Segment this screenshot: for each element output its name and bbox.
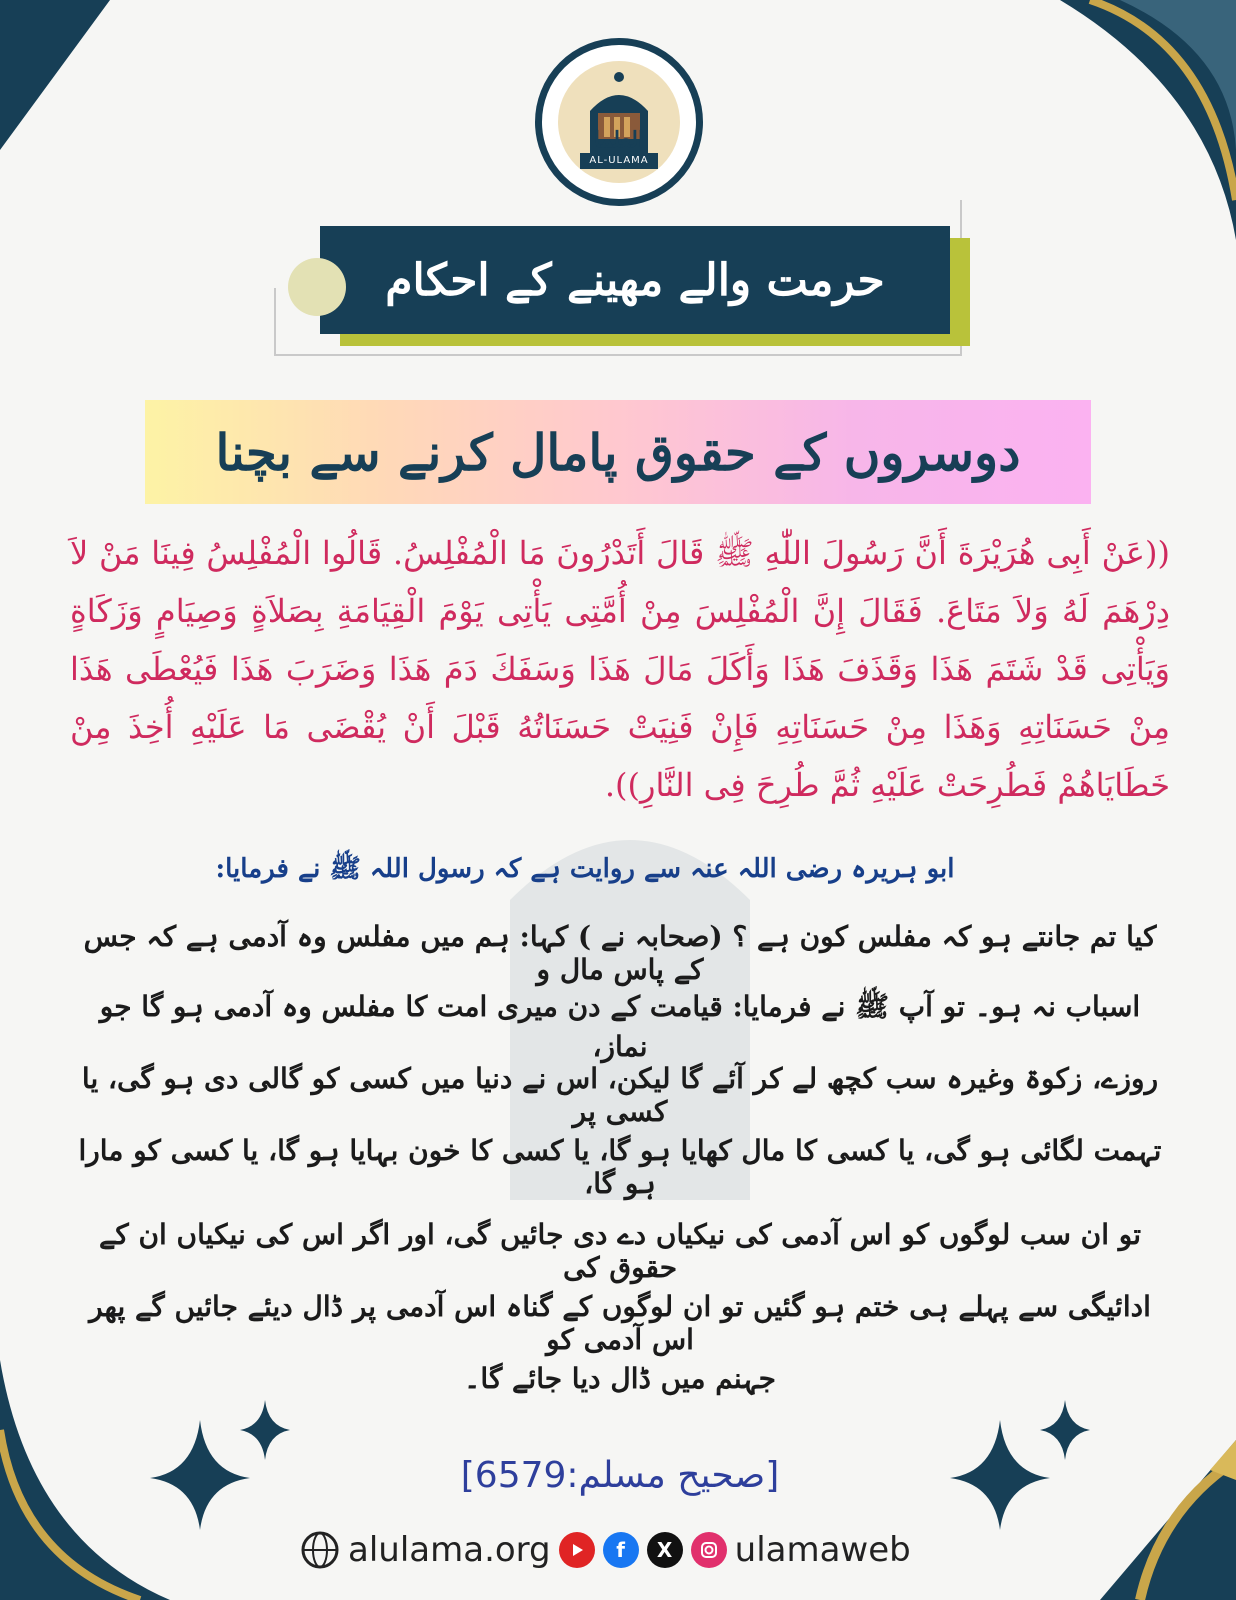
urdu-line-5: تو ان سب لوگوں کو اس آدمی کی نیکیاں دے دی جائیں گی، اور اگر اس کی نیکیاں ان کے حقوق کی bbox=[98, 1218, 1142, 1284]
title-dot bbox=[288, 258, 346, 316]
corner-decoration-top-right bbox=[1060, 0, 1236, 240]
logo-emblem bbox=[558, 61, 680, 183]
youtube-icon[interactable] bbox=[559, 1532, 595, 1568]
corner-decoration-top-left bbox=[0, 0, 110, 150]
facebook-icon[interactable]: f bbox=[603, 1532, 639, 1568]
star-decoration-left bbox=[140, 1400, 300, 1530]
footer bbox=[300, 1520, 940, 1580]
globe-icon bbox=[300, 1530, 340, 1570]
logo-ribbon: AL-ULAMA bbox=[580, 153, 658, 169]
urdu-line-7: جہنم میں ڈال دیا جائے گا۔ bbox=[464, 1362, 776, 1395]
arabic-hadith: ((عَنْ أَبِی هُرَیْرَةَ أَنَّ رَسُولَ اللّٰهِ ﷺ قَالَ أَتَدْرُونَ مَا الْمُفْلِسُ. قَالُوا الْمُفْلِسُ فِینَا مَنْ لاَ دِرْهَمَ لَهُ وَلاَ مَتَاعَ. فَقَالَ إِنَّ الْمُفْلِسَ مِنْ أُمَّتِی یَأْتِی یَوْمَ الْقِیَامَةِ بِصَلاَةٍ وَصِیَامٍ وَزَکَاةٍ وَیَأْتِی قَدْ شَتَمَ هَذَا وَقَذَفَ هَذَا وَأَكَلَ مَالَ هَذَا وَسَفَكَ دَمَ هَذَا وَضَرَبَ هَذَا فَیُعْطَى هَذَا مِنْ حَسَنَاتِهِ وَهَذَا مِنْ حَسَنَاتِهِ فَإِنْ فَنِیَتْ حَسَنَاتُهُ قَبْلَ أَنْ یُقْضَى مَا عَلَیْهِ أُخِذَ مِنْ خَطَایَاهُمْ فَطُرِحَتْ عَلَیْهِ ثُمَّ طُرِحَ فِی النَّارِ)). bbox=[70, 534, 1171, 804]
x-icon[interactable]: X bbox=[647, 1532, 683, 1568]
logo-word: العلما bbox=[593, 127, 645, 153]
frame-line-top bbox=[274, 288, 276, 354]
page-title: حرمت والے مهینے کے احکام bbox=[320, 226, 950, 334]
urdu-line-6: ادائیگی سے پہلے ہی ختم ہو گئیں تو ان لوگوں کے گناہ اس آدمی پر ڈال دیئے جائیں گے پھر اس آدمی کو bbox=[89, 1290, 1151, 1356]
narrator-line: ابو ہریرہ رضی اللہ عنہ سے روایت ہے کہ رسول اللہ ﷺ نے فرمایا: bbox=[215, 854, 955, 884]
urdu-line-2: اسباب نہ ہو۔ تو آپ ﷺ نے فرمایا: قیامت کے دن میری امت کا مفلس وہ آدمی ہو گا جو نماز، bbox=[99, 990, 1141, 1063]
hadith-reference: [صحیح مسلم:6579] bbox=[460, 1455, 780, 1496]
urdu-line-4: تہمت لگائی ہو گی، یا کسی کا مال کھایا ہو گا، یا کسی کا خون بہایا ہو گا، یا کسی کو مارا ہو گا، bbox=[78, 1134, 1162, 1200]
logo bbox=[535, 38, 703, 206]
urdu-line-1: کیا تم جانتے ہو کہ مفلس کون ہے ؟ (صحابہ نے ) کہا: ہم میں مفلس وہ آدمی ہے کہ جس کے پاس مال و bbox=[83, 920, 1157, 986]
corner-decoration-bottom-right bbox=[1100, 1440, 1236, 1600]
star-decoration-right bbox=[940, 1400, 1100, 1530]
subtitle: دوسروں کے حقوق پامال کرنے سے بچنا bbox=[145, 400, 1091, 504]
urdu-line-3: روزے، زکوۃ وغیرہ سب کچھ لے کر آئے گا لیکن، اس نے دنیا میں کسی کو گالی دی ہو گی، یا کسی پر bbox=[81, 1062, 1159, 1128]
social-handle[interactable]: ulamaweb bbox=[734, 1530, 911, 1570]
website-link[interactable]: alulama.org bbox=[348, 1530, 551, 1570]
frame-line-bottom bbox=[274, 354, 962, 356]
instagram-icon[interactable] bbox=[691, 1532, 727, 1568]
